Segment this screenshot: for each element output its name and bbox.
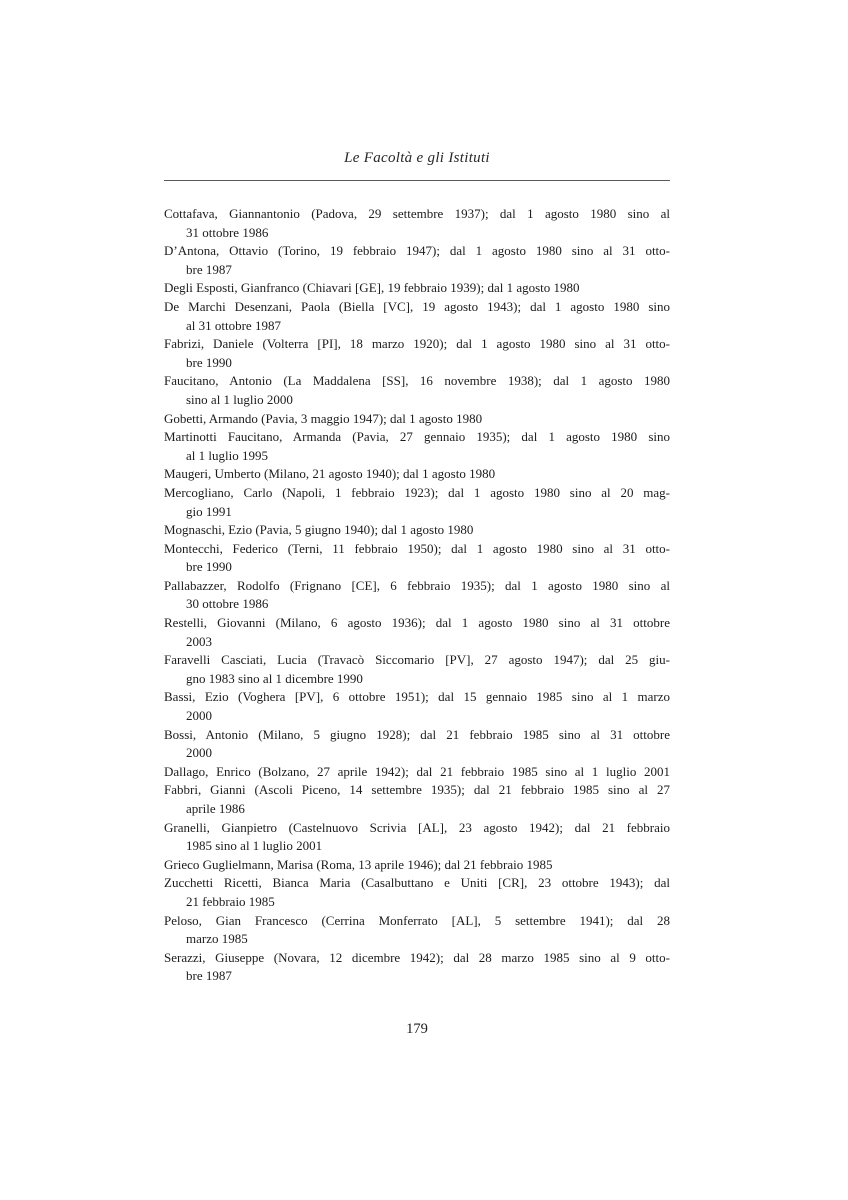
entry-line: 2000 — [186, 745, 212, 761]
entry — [164, 298, 670, 335]
entry-line: Faucitano, Antonio (La Maddalena [SS], 16 novembre 1938); dal 1 agosto 1980 — [164, 373, 670, 389]
entry — [164, 912, 670, 949]
entry-line: 2003 — [186, 633, 212, 649]
entry — [164, 372, 670, 409]
entry-line: Bossi, Antonio (Milano, 5 giugno 1928); dal 21 febbraio 1985 sino al 31 ottobre — [164, 726, 670, 742]
entry-line: Gobetti, Armando (Pavia, 3 maggio 1947); dal 1 agosto 1980 — [164, 410, 483, 426]
entry-line: bre 1987 — [186, 261, 232, 277]
entry — [164, 242, 670, 279]
entry-line: al 1 luglio 1995 — [186, 447, 268, 463]
entry-line: De Marchi Desenzani, Paola (Biella [VC], 19 agosto 1943); dal 1 agosto 1980 sino — [164, 298, 670, 314]
entry — [164, 763, 670, 782]
entry-line: Pallabazzer, Rodolfo (Frignano [CE], 6 febbraio 1935); dal 1 agosto 1980 sino al — [164, 577, 670, 593]
entry — [164, 726, 670, 763]
entry — [164, 205, 670, 242]
entry — [164, 279, 670, 298]
entry-line: al 31 ottobre 1987 — [186, 317, 281, 333]
entry — [164, 521, 670, 540]
entry-line: Bassi, Ezio (Voghera [PV], 6 ottobre 1951); dal 15 gennaio 1985 sino al 1 marzo — [164, 689, 670, 705]
entry-line: bre 1990 — [186, 559, 232, 575]
entry-line: Cottafava, Giannantonio (Padova, 29 settembre 1937); dal 1 agosto 1980 sino al — [164, 206, 670, 221]
entry-line: 21 febbraio 1985 — [186, 893, 275, 909]
entry — [164, 651, 670, 688]
entry-line: Peloso, Gian Francesco (Cerrina Monferrato [AL], 5 settembre 1941); dal 28 — [164, 912, 670, 928]
entry-line: 30 ottobre 1986 — [186, 596, 269, 612]
entry — [164, 410, 670, 429]
entry — [164, 874, 670, 911]
entry-line: bre 1990 — [186, 354, 232, 370]
entry-line: 2000 — [186, 708, 212, 724]
entry-line: gno 1983 sino al 1 dicembre 1990 — [186, 670, 363, 686]
page-number: 179 — [406, 1021, 428, 1037]
entry-line: 1985 sino al 1 luglio 2001 — [186, 838, 323, 854]
entry-line: Degli Esposti, Gianfranco (Chiavari [GE], 19 febbraio 1939); dal 1 agosto 1980 — [164, 280, 580, 296]
entry — [164, 465, 670, 484]
entry-line: Grieco Guglielmann, Marisa (Roma, 13 aprile 1946); dal 21 febbraio 1985 — [164, 856, 553, 872]
entry-line: Montecchi, Federico (Terni, 11 febbraio 1950); dal 1 agosto 1980 sino al 31 otto- — [164, 540, 670, 556]
entry-line: Restelli, Giovanni (Milano, 6 agosto 1936); dal 1 agosto 1980 sino al 31 ottobre — [164, 615, 670, 631]
entry-line: Mercogliano, Carlo (Napoli, 1 febbraio 1923); dal 1 agosto 1980 sino al 20 mag- — [164, 484, 670, 500]
entry — [164, 428, 670, 465]
entry — [164, 484, 670, 521]
entry-line: Fabbri, Gianni (Ascoli Piceno, 14 settembre 1935); dal 21 febbraio 1985 sino al 27 — [164, 782, 670, 798]
entry-line: Martinotti Faucitano, Armanda (Pavia, 27 gennaio 1935); dal 1 agosto 1980 sino — [164, 429, 670, 445]
entry-line: Mognaschi, Ezio (Pavia, 5 giugno 1940); dal 1 agosto 1980 — [164, 522, 474, 538]
entry — [164, 819, 670, 856]
entry-line: Maugeri, Umberto (Milano, 21 agosto 1940); dal 1 agosto 1980 — [164, 466, 496, 482]
entry-line: Faravelli Casciati, Lucia (Travacò Siccomario [PV], 27 agosto 1947); dal 25 giu- — [164, 652, 670, 668]
entry-list — [164, 205, 670, 986]
running-header: Le Facoltà e gli Istituti — [344, 150, 490, 166]
header-rule — [164, 180, 670, 181]
entry-line: Serazzi, Giuseppe (Novara, 12 dicembre 1942); dal 28 marzo 1985 sino al 9 otto- — [164, 949, 670, 965]
entry-line: gio 1991 — [186, 503, 232, 519]
entry-line: Dallago, Enrico (Bolzano, 27 aprile 1942); dal 21 febbraio 1985 sino al 1 luglio 2001 — [164, 763, 670, 779]
entry-line: marzo 1985 — [186, 931, 248, 947]
entry — [164, 949, 670, 986]
entry — [164, 540, 670, 577]
entry — [164, 335, 670, 372]
entry-line: Fabrizi, Daniele (Volterra [PI], 18 marzo 1920); dal 1 agosto 1980 sino al 31 otto- — [164, 336, 670, 352]
entry-line: 31 ottobre 1986 — [186, 224, 269, 240]
entry — [164, 688, 670, 725]
entry-line: sino al 1 luglio 2000 — [186, 391, 293, 407]
entry-line: bre 1987 — [186, 968, 232, 984]
entry — [164, 614, 670, 651]
entry-line: aprile 1986 — [186, 801, 245, 816]
entry-line: Granelli, Gianpietro (Castelnuovo Scrivia [AL], 23 agosto 1942); dal 21 febbraio — [164, 819, 670, 835]
entry — [164, 856, 670, 875]
entry — [164, 577, 670, 614]
entry — [164, 781, 670, 818]
entry-line: Zucchetti Ricetti, Bianca Maria (Casalbuttano e Uniti [CR], 23 ottobre 1943); dal — [164, 875, 670, 891]
entry-line: D’Antona, Ottavio (Torino, 19 febbraio 1947); dal 1 agosto 1980 sino al 31 otto- — [164, 243, 670, 259]
